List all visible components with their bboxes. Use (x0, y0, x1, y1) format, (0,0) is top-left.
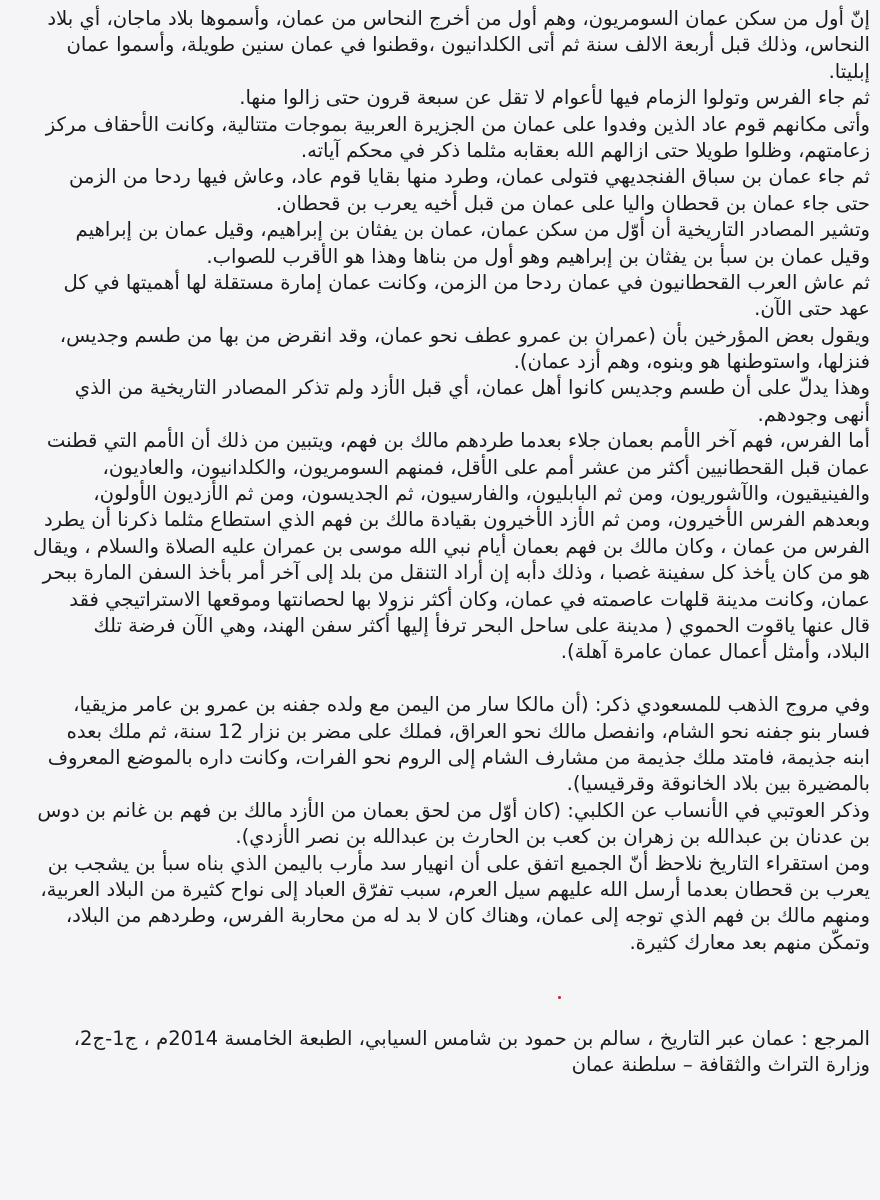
text-line: وذكر العوتبي في الأنساب عن الكلبي: (كان أوّل من لحق بعمان من الأزد مالك بن فهم بن غانم بن دوس (37, 798, 870, 822)
text-line: النحاس، وذلك قبل أربعة الالف سنة ثم أتى الكلدانيون ،وقطنوا في عمان سنين طويلة، وأسموا عمان (66, 33, 870, 57)
text-line: الفرس من عمان ، وكان مالك بن فهم بعمان أيام نبي الله موسى بن عمران عليه الصلاة والسلام ، ويقال (33, 534, 870, 558)
text-line: ومن استقراء التاريخ نلاحظ أنّ الجميع اتفق على أن انهيار سد مأرب باليمن الذي بناه سبأ بن يشجب بن (47, 851, 870, 875)
text-line: وتشير المصادر التاريخية أن أوّل من سكن عمان، عمان بن يفثان بن إبراهيم، وقيل عمان بن إبراهيم (75, 218, 870, 242)
text-line: أنهى وجودهم. (757, 402, 870, 426)
text-line: عمان قبل القحطانيين أكثر من عشر أمم على الأقل، فمنهم السومريون، والكلدانيون، والعاديون، (102, 455, 870, 479)
text-line: ثم جاء الفرس وتولوا الزمام فيها لأعوام لا تقل عن سبعة قرون حتى زالوا منها. (239, 86, 870, 110)
text-line: البلاد، وأمثل أعمال عمان عامرة آهلة). (560, 640, 870, 664)
text-line: ويقول بعض المؤرخين بأن (عمران بن عمرو عطف نحو عمان، وقد انقرض من بها من طسم وجديس، (59, 323, 870, 347)
text-line: إنّ أول من سكن عمان السومريون، وهم أول من أخرج النحاس من عمان، وأسموها بلاد ماجان، أي بلاد (47, 7, 870, 30)
text-line: فنزلها، واستوطنها هو وبنوه، وهم أزد عمان). (513, 350, 870, 374)
blank-line (22, 666, 870, 692)
text-line: إبليتا. (828, 59, 870, 83)
text-line: بالمضيرة بين بلاد الخانوقة وقرقيسيا). (566, 772, 870, 796)
article-body (22, 6, 870, 956)
text-line: عمان، وكانت مدينة قلهات عاصمته في عمان، وكان أكثر نزولا بها لحصانتها وموقعها الاستراتيجي فقد (69, 587, 870, 611)
text-line: حتى جاء عمان بن قحطان واليا على عمان من قبل أخيه يعرب بن قحطان. (275, 191, 870, 215)
text-line: هو من كان يأخذ كل سفينة غصبا ، وذلك دأبه إن أراد التنقل من بلد إلى آخر أمر بأخذ السفن المارة ببحر (42, 561, 870, 585)
text-line: زعامتهم، وظلوا طويلا حتى ازالهم الله بعقابه مثلما ذكر في محكم آياته. (300, 138, 870, 162)
article-page (22, 6, 870, 1200)
red-dot-mark (558, 996, 561, 999)
reference-line-1: المرجع : عمان عبر التاريخ ، سالم بن حمود بن شامس السيابي، الطبعة الخامسة 2014م ، ج1-ج2، (73, 1027, 870, 1050)
text-line: ومنهم مالك بن فهم الذي توجه إلى عمان، وهناك كان لا بد له من محاربة الفرس، وطردهم من البلاد، (65, 904, 870, 928)
text-line: ثم جاء عمان بن سباق الفنجديهي فتولى عمان، وطرد منها بقايا قوم عاد، وعاش فيها ردحا من الزمن (68, 165, 870, 189)
text-line: وفي مروج الذهب للمسعودي ذكر: (أن مالكا سار من اليمن مع ولده جفنه بن عمرو بن عامر مزيقيا، (73, 693, 870, 717)
text-line: ابنه جذيمة، فامتد ملك جذيمة من مشارف الشام إلى الروم نحو الفرات، وكانت داره بالموضع المعروف (47, 745, 870, 769)
reference-line-2: وزارة التراث والثقافة – سلطنة عمان (571, 1053, 870, 1077)
text-line: بن عدنان بن عبدالله بن زهران بن كعب بن الحارث بن عبدالله بن نصر الأزدي). (235, 825, 870, 849)
text-line: يعرب بن قحطان بعدما أرسل الله عليهم سيل العرم، سبب تفرّق العباد إلى نواح كثيرة من البلاد العربية، (40, 877, 870, 901)
text-line: وقيل عمان بن سبأ بن يفثان بن إبراهيم وهو أول من بناها وهذا هو الأقرب للصواب. (206, 244, 870, 268)
text-line: ثم عاش العرب القحطانيون في عمان ردحا من الزمن، وكانت عمان إمارة مستقلة لها أهميتها في كل (63, 270, 870, 294)
text-line: والفينيقيون، والآشوريون، ومن ثم البابليون، والفارسيون، ثم الجديسون، ومن ثم الأزديون الأولون، (93, 482, 870, 506)
text-line: عهد حتى الآن. (754, 297, 870, 321)
reference (22, 1026, 870, 1079)
text-line: فسار بنو جفنه نحو الشام، وانفصل مالك نحو العراق، فملك على مضر بن نزار 12 سنة، ثم ملك بعده (66, 719, 870, 743)
text-line: قال عنها ياقوت الحموي ( مدينة على ساحل البحر ترفأ إليها أكثر سفن الهند، وهي الآن فرضة تلك (93, 613, 870, 637)
text-line: وبعدهم الفرس الأخيرون، ومن ثم الأزد الأخيرون بقيادة مالك بن فهم الذي استطاع مثلما ذكرنا أن يطرد (43, 508, 870, 532)
text-line: أما الفرس، فهم آخر الأمم بعمان جلاء بعدما طردهم مالك بن فهم، ويتبين من ذلك أن الأمم التي قطنت (46, 429, 870, 453)
text-line: وتمكّن منهم بعد معارك كثيرة. (629, 930, 870, 954)
text-line: وأتى مكانهم قوم عاد الذين وفدوا على عمان من الجزيرة العربية بموجات متتالية، وكانت الأحقاف مركز (45, 112, 870, 136)
text-line: وهذا يدلّ على أن طسم وجديس كانوا أهل عمان، أي قبل الأزد ولم تذكر المصادر التاريخية من الذي (74, 376, 870, 400)
